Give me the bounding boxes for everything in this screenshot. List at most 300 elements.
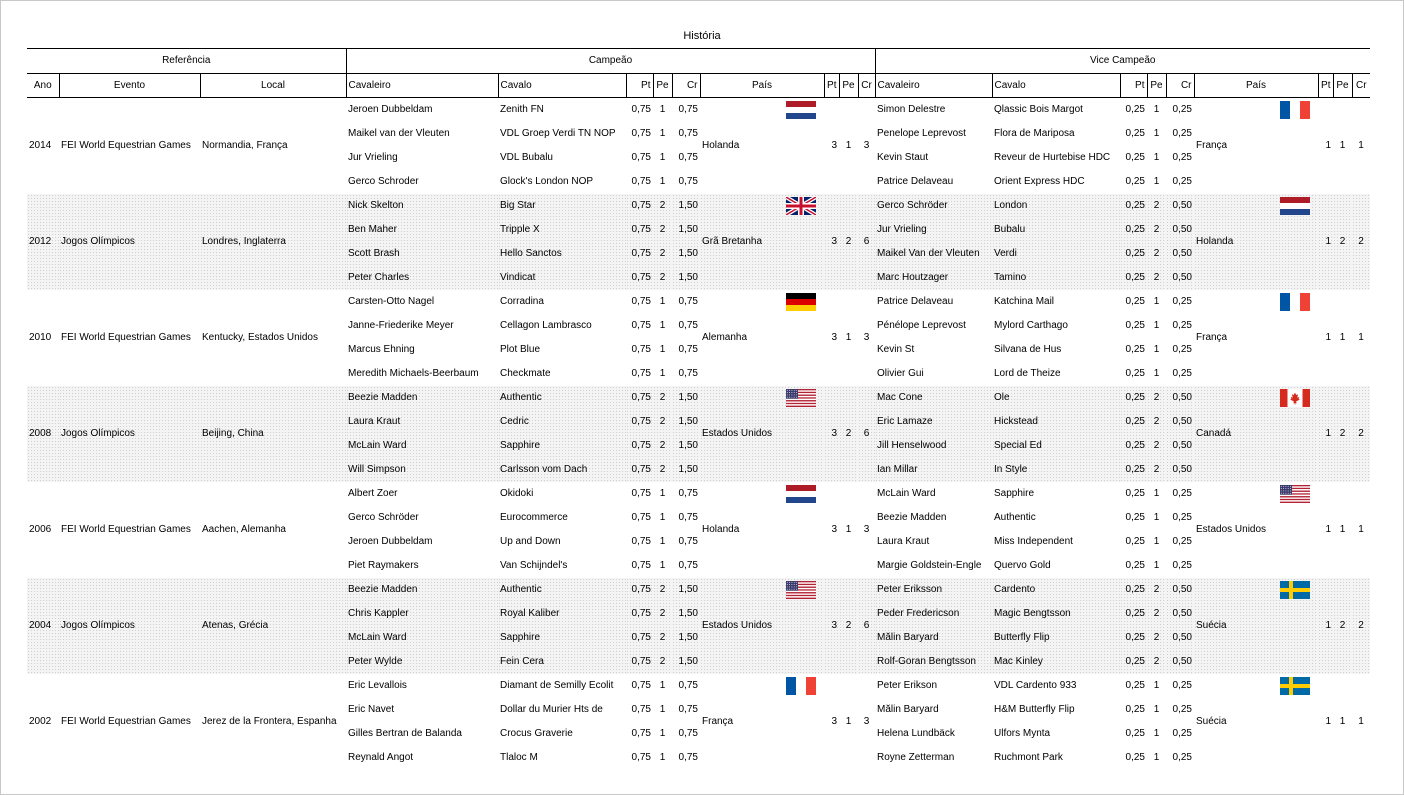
vice-rider-name: Jill Henselwood: [875, 434, 992, 458]
vice-rider-name: Peter Eriksson: [875, 578, 992, 602]
netherlands-flag-icon: [786, 101, 816, 119]
table-row: [27, 290, 1370, 314]
event-cell: Jogos Olímpicos: [59, 386, 200, 482]
vice-rider-cr: 0,25: [1172, 344, 1192, 355]
champ-horse-name: Tlaloc M: [500, 752, 538, 763]
champ-team-pe: 1: [845, 332, 852, 343]
champ-rider-name: Nick Skelton: [346, 194, 498, 218]
vice-rider-pt: 0,25: [1120, 602, 1147, 626]
year-group: [27, 290, 1370, 386]
champ-rider-pe: 2: [653, 602, 672, 626]
vice-rider-name: Helena Lundbäck: [877, 728, 955, 739]
vice-horse-name: Mylord Carthago: [994, 320, 1068, 331]
vice-rider-pt: 0,25: [1125, 152, 1145, 163]
champ-team-cr: 3: [863, 140, 870, 151]
vice-rider-name: Olivier Gui: [877, 368, 924, 379]
event-cell: FEI World Equestrian Games: [61, 140, 191, 151]
champ-horse-name: Sapphire: [498, 626, 626, 650]
champ-rider-name: Gerco Schröder: [348, 512, 419, 523]
vice-rider-pt: 0,25: [1120, 578, 1147, 602]
vice-rider-cr: 0,25: [1172, 728, 1192, 739]
vice-rider-pt: 0,25: [1120, 434, 1147, 458]
vice-rider-pt: 0,25: [1120, 626, 1147, 650]
vice-country-cell: [1194, 578, 1318, 674]
champ-rider-pt: 0,75: [626, 218, 653, 242]
champ-team-pt: 3: [831, 332, 837, 343]
vice-rider-cr: 0,25: [1172, 368, 1192, 379]
champ-rider-name: Jeroen Dubbeldam: [348, 104, 433, 115]
vice-rider-pt: 0,25: [1125, 368, 1145, 379]
champ-rider-pt: 0,75: [631, 296, 651, 307]
vice-rider-name: Rolf-Goran Bengtsson: [875, 650, 992, 674]
vice-rider-cr: 0,50: [1166, 434, 1194, 458]
vice-team-cr: 1: [1358, 524, 1364, 535]
champ-rider-cr: 0,75: [678, 728, 698, 739]
champ-country-cell: [700, 290, 824, 386]
champ-rider-pt: 0,75: [631, 368, 651, 379]
table-row: [27, 578, 1370, 602]
vice-rider-cr: 0,50: [1166, 386, 1194, 410]
champ-team-pe: 1: [845, 716, 852, 727]
champ-rider-pe: 1: [659, 152, 666, 163]
champ-rider-pe: 2: [653, 434, 672, 458]
champ-horse-name: Fein Cera: [498, 650, 626, 674]
event-cell: Jogos Olímpicos: [59, 578, 200, 674]
vice-horse-name: Silvana de Hus: [994, 344, 1062, 355]
champ-country-name: Alemanha: [702, 332, 748, 343]
vice-horse-name: Bubalu: [992, 218, 1120, 242]
vice-team-pe: 1: [1339, 332, 1346, 343]
champ-rider-name: Ben Maher: [346, 218, 498, 242]
champ-country-cell: [700, 482, 824, 578]
vice-rider-cr: 0,50: [1166, 218, 1194, 242]
event-cell: FEI World Equestrian Games: [61, 716, 191, 727]
vice-rider-cr: 0,25: [1172, 560, 1192, 571]
champ-rider-name: Gilles Bertran de Balanda: [348, 728, 462, 739]
champ-rider-name: Eric Navet: [348, 704, 395, 715]
vice-rider-pt: 0,25: [1125, 344, 1145, 355]
champ-team-cr: 3: [863, 716, 870, 727]
champ-rider-pe: 1: [659, 728, 666, 739]
vice-rider-pt: 0,25: [1120, 410, 1147, 434]
netherlands-flag-icon: [786, 485, 816, 503]
vice-country-cell: [1194, 482, 1318, 578]
champ-rider-cr: 0,75: [678, 320, 698, 331]
vice-horse-name: Ole: [992, 386, 1120, 410]
vice-country-name: Suécia: [1196, 620, 1227, 631]
vice-horse-name: VDL Cardento 933: [994, 680, 1077, 691]
vice-rider-name: Marc Houtzager: [875, 266, 992, 290]
vice-horse-name: London: [992, 194, 1120, 218]
champ-rider-name: Jeroen Dubbeldam: [348, 536, 433, 547]
champ-rider-pe: 1: [659, 536, 666, 547]
champ-horse-name: Zenith FN: [500, 104, 544, 115]
champ-horse-name: Vindicat: [498, 266, 626, 290]
champ-rider-name: Maikel van der Vleuten: [348, 128, 450, 139]
location-cell: Aachen, Alemanha: [202, 524, 286, 535]
champ-rider-pt: 0,75: [626, 626, 653, 650]
vice-rider-name: Kevin Staut: [877, 152, 929, 163]
vice-horse-name: Magic Bengtsson: [992, 602, 1120, 626]
vice-rider-name: Maikel Van der Vleuten: [875, 242, 992, 266]
champ-team-cr: 6: [858, 194, 875, 290]
vice-rider-cr: 0,25: [1172, 104, 1192, 115]
champ-rider-cr: 0,75: [678, 560, 698, 571]
year-group: [27, 98, 1370, 195]
champ-rider-pe: 1: [659, 344, 666, 355]
champ-horse-name: Crocus Graverie: [500, 728, 573, 739]
vice-rider-pe: 1: [1153, 512, 1160, 523]
vice-rider-pt: 0,25: [1125, 488, 1145, 499]
vice-rider-pt: 0,25: [1125, 176, 1145, 187]
vice-rider-pe: 2: [1147, 650, 1166, 674]
vice-rider-pe: 2: [1147, 266, 1166, 290]
vice-rider-name: Eric Lamaze: [875, 410, 992, 434]
champ-rider-cr: 0,75: [678, 512, 698, 523]
vice-rider-pt: 0,25: [1125, 296, 1145, 307]
vice-rider-pe: 1: [1153, 128, 1160, 139]
vice-horse-name: Ruchmont Park: [994, 752, 1063, 763]
vice-rider-cr: 0,25: [1172, 488, 1192, 499]
champ-rider-pe: 1: [659, 680, 666, 691]
year-cell: 2008: [27, 386, 59, 482]
germany-flag-icon: [786, 293, 816, 311]
vice-rider-pt: 0,25: [1120, 458, 1147, 482]
year-cell: 2002: [29, 716, 52, 727]
usa-flag-icon: [1280, 485, 1310, 503]
champ-rider-pt: 0,75: [631, 128, 651, 139]
vice-horse-name: H&M Butterfly Flip: [994, 704, 1075, 715]
header-champ-pt: Pt: [626, 74, 653, 98]
champ-rider-pe: 2: [653, 458, 672, 482]
champ-team-pt: 3: [831, 716, 837, 727]
vice-team-pe: 2: [1333, 194, 1352, 290]
vice-rider-name: Peder Fredericson: [875, 602, 992, 626]
vice-rider-pe: 1: [1153, 176, 1160, 187]
vice-rider-pe: 1: [1153, 704, 1160, 715]
vice-team-pt: 1: [1325, 524, 1331, 535]
champ-rider-cr: 0,75: [678, 176, 698, 187]
vice-rider-cr: 0,25: [1172, 512, 1192, 523]
event-cell: FEI World Equestrian Games: [61, 524, 191, 535]
champ-rider-pe: 1: [659, 752, 666, 763]
vice-rider-name: Beezie Madden: [877, 512, 947, 523]
history-table: [27, 48, 1370, 770]
champ-rider-pt: 0,75: [631, 320, 651, 331]
vice-rider-pe: 2: [1147, 434, 1166, 458]
champ-rider-name: Scott Brash: [346, 242, 498, 266]
champ-rider-cr: 0,75: [678, 488, 698, 499]
champ-country-name: França: [702, 716, 734, 727]
champ-rider-pt: 0,75: [626, 458, 653, 482]
champ-rider-name: Eric Levallois: [348, 680, 407, 691]
champ-horse-name: Big Star: [498, 194, 626, 218]
vice-country-cell: [1194, 386, 1318, 482]
great-britain-flag-icon: [786, 197, 816, 215]
vice-rider-cr: 0,25: [1172, 752, 1192, 763]
champ-horse-name: Cedric: [498, 410, 626, 434]
champ-rider-pe: 2: [653, 242, 672, 266]
table-row: [27, 194, 1370, 218]
champ-rider-pe: 2: [653, 194, 672, 218]
vice-rider-pe: 1: [1153, 344, 1160, 355]
champ-rider-name: Piet Raymakers: [348, 560, 419, 571]
vice-team-pt: 1: [1325, 140, 1331, 151]
vice-rider-pe: 1: [1153, 368, 1160, 379]
champ-rider-pt: 0,75: [631, 176, 651, 187]
champ-rider-pt: 0,75: [626, 386, 653, 410]
vice-rider-name: Mălin Baryard: [875, 626, 992, 650]
champ-horse-name: Hello Sanctos: [498, 242, 626, 266]
champ-team-cr: 3: [863, 524, 870, 535]
vice-rider-pe: 1: [1153, 536, 1160, 547]
champ-rider-name: Jur Vrieling: [348, 152, 398, 163]
vice-rider-cr: 0,50: [1166, 194, 1194, 218]
vice-team-pt: 1: [1318, 194, 1333, 290]
champ-rider-cr: 0,75: [678, 128, 698, 139]
vice-horse-name: Special Ed: [992, 434, 1120, 458]
champ-rider-pe: 1: [659, 560, 666, 571]
champ-country-name: Holanda: [702, 524, 740, 535]
location-cell: Londres, Inglaterra: [200, 194, 346, 290]
vice-team-pe: 2: [1333, 386, 1352, 482]
vice-rider-pt: 0,25: [1125, 320, 1145, 331]
group-campeao: Campeão: [346, 49, 875, 74]
champ-country-name: Grã Bretanha: [702, 236, 763, 247]
champ-rider-cr: 1,50: [672, 626, 700, 650]
vice-rider-cr: 0,25: [1172, 680, 1192, 691]
champ-country-cell: [700, 194, 824, 290]
champ-rider-pt: 0,75: [631, 512, 651, 523]
champ-rider-pe: 2: [653, 386, 672, 410]
vice-rider-pe: 2: [1147, 602, 1166, 626]
champ-country-cell: [700, 578, 824, 674]
champ-horse-name: Sapphire: [498, 434, 626, 458]
vice-country-name: Suécia: [1196, 716, 1227, 727]
france-flag-icon: [1280, 293, 1310, 311]
champ-rider-pt: 0,75: [626, 578, 653, 602]
year-cell: 2006: [29, 524, 52, 535]
vice-horse-name: Reveur de Hurtebise HDC: [994, 152, 1111, 163]
france-flag-icon: [786, 677, 816, 695]
vice-rider-pt: 0,25: [1120, 650, 1147, 674]
champ-rider-name: Marcus Ehning: [348, 344, 415, 355]
location-cell: Kentucky, Estados Unidos: [202, 332, 318, 343]
vice-rider-pe: 2: [1147, 194, 1166, 218]
champ-team-pt: 3: [824, 578, 839, 674]
champ-team-cr: 6: [858, 578, 875, 674]
vice-rider-name: Ian Millar: [875, 458, 992, 482]
champ-team-pt: 3: [831, 140, 837, 151]
location-cell: Normandia, França: [202, 140, 288, 151]
vice-team-cr: 2: [1352, 386, 1370, 482]
vice-rider-name: Patrice Delaveau: [877, 296, 954, 307]
vice-rider-pe: 1: [1153, 728, 1160, 739]
vice-team-pe: 1: [1339, 140, 1346, 151]
year-group: [27, 482, 1370, 578]
header-vice-team-pt: Pt: [1318, 74, 1333, 98]
vice-rider-name: McLain Ward: [877, 488, 936, 499]
vice-rider-pt: 0,25: [1125, 728, 1145, 739]
vice-rider-pe: 2: [1147, 242, 1166, 266]
champ-rider-cr: 0,75: [678, 704, 698, 715]
champ-rider-pe: 2: [653, 650, 672, 674]
champ-rider-pt: 0,75: [626, 266, 653, 290]
vice-rider-pt: 0,25: [1125, 752, 1145, 763]
vice-team-pt: 1: [1325, 716, 1331, 727]
vice-horse-name: Authentic: [994, 512, 1036, 523]
champ-rider-pe: 2: [653, 578, 672, 602]
vice-rider-pe: 1: [1153, 560, 1160, 571]
champ-rider-cr: 0,75: [678, 752, 698, 763]
champ-horse-name: Checkmate: [500, 368, 551, 379]
vice-horse-name: Lord de Theize: [994, 368, 1061, 379]
usa-flag-icon: [786, 389, 816, 407]
header-vice-cavaleiro: Cavaleiro: [875, 74, 992, 98]
vice-team-cr: 1: [1358, 716, 1364, 727]
champ-rider-pt: 0,75: [631, 104, 651, 115]
champ-rider-name: McLain Ward: [346, 434, 498, 458]
vice-rider-name: Kevin St: [877, 344, 915, 355]
vice-country-cell: [1194, 194, 1318, 290]
header-champ-cavaleiro: Cavaleiro: [346, 74, 498, 98]
vice-horse-name: Quervo Gold: [994, 560, 1051, 571]
header-evento: Evento: [59, 74, 200, 98]
champ-rider-cr: 1,50: [672, 410, 700, 434]
champ-rider-name: Beezie Madden: [346, 386, 498, 410]
vice-country-name: França: [1196, 332, 1228, 343]
vice-team-pt: 1: [1325, 332, 1331, 343]
vice-rider-cr: 0,25: [1172, 536, 1192, 547]
year-cell: 2012: [27, 194, 59, 290]
header-vice-cr: Cr: [1166, 74, 1194, 98]
vice-horse-name: Flora de Mariposa: [994, 128, 1075, 139]
vice-rider-pt: 0,25: [1125, 128, 1145, 139]
vice-horse-name: Sapphire: [994, 488, 1035, 499]
champ-rider-pe: 1: [659, 176, 666, 187]
vice-rider-pt: 0,25: [1120, 194, 1147, 218]
champ-team-pe: 2: [839, 194, 858, 290]
champ-horse-name: Glock's London NOP: [500, 176, 594, 187]
vice-country-cell: [1194, 98, 1318, 195]
champ-rider-cr: 1,50: [672, 218, 700, 242]
vice-horse-name: Mac Kinley: [992, 650, 1120, 674]
vice-team-cr: 2: [1352, 194, 1370, 290]
champ-team-pt: 3: [831, 524, 837, 535]
champ-country-name: Holanda: [702, 140, 740, 151]
vice-rider-cr: 0,50: [1166, 410, 1194, 434]
champ-horse-name: VDL Groep Verdi TN NOP: [500, 128, 616, 139]
vice-horse-name: Qlassic Bois Margot: [994, 104, 1083, 115]
vice-rider-name: Penelope Leprevost: [877, 128, 966, 139]
champ-horse-name: Okidoki: [500, 488, 534, 499]
header-vice-team-cr: Cr: [1352, 74, 1370, 98]
table-row: [27, 386, 1370, 410]
vice-rider-pe: 2: [1147, 410, 1166, 434]
champ-rider-cr: 1,50: [672, 242, 700, 266]
year-group: [27, 578, 1370, 674]
vice-rider-name: Pénélope Leprevost: [877, 320, 966, 331]
vice-rider-cr: 0,50: [1166, 602, 1194, 626]
champ-rider-name: McLain Ward: [346, 626, 498, 650]
champ-rider-name: Albert Zoer: [348, 488, 398, 499]
vice-rider-pt: 0,25: [1125, 536, 1145, 547]
champ-rider-pe: 1: [659, 104, 666, 115]
vice-rider-cr: 0,25: [1172, 296, 1192, 307]
vice-rider-name: Margie Goldstein-Engle: [877, 560, 982, 571]
champ-rider-cr: 1,50: [672, 578, 700, 602]
vice-rider-pt: 0,25: [1125, 560, 1145, 571]
champ-horse-name: VDL Bubalu: [500, 152, 553, 163]
champ-team-pe: 2: [839, 578, 858, 674]
vice-rider-pt: 0,25: [1125, 680, 1145, 691]
header-champ-pe: Pe: [653, 74, 672, 98]
vice-team-cr: 1: [1358, 332, 1364, 343]
champ-rider-name: Beezie Madden: [346, 578, 498, 602]
vice-country-name: Holanda: [1196, 236, 1234, 247]
header-champ-cavalo: Cavalo: [498, 74, 626, 98]
champ-rider-cr: 1,50: [672, 194, 700, 218]
vice-rider-name: Royne Zetterman: [877, 752, 955, 763]
champ-rider-cr: 0,75: [678, 152, 698, 163]
vice-rider-cr: 0,50: [1166, 458, 1194, 482]
vice-rider-pe: 1: [1153, 296, 1160, 307]
champ-rider-cr: 0,75: [678, 680, 698, 691]
champ-horse-name: Up and Down: [500, 536, 561, 547]
champ-rider-cr: 0,75: [678, 344, 698, 355]
vice-rider-pe: 1: [1153, 104, 1160, 115]
champ-rider-name: Peter Charles: [346, 266, 498, 290]
vice-rider-name: Mac Cone: [875, 386, 992, 410]
vice-team-pe: 1: [1339, 524, 1346, 535]
champ-rider-pe: 1: [659, 512, 666, 523]
champ-rider-cr: 0,75: [678, 368, 698, 379]
champ-rider-pt: 0,75: [631, 344, 651, 355]
champ-horse-name: Eurocommerce: [500, 512, 568, 523]
vice-rider-cr: 0,25: [1172, 152, 1192, 163]
header-local: Local: [200, 74, 346, 98]
champ-rider-pt: 0,75: [631, 536, 651, 547]
vice-rider-pe: 2: [1147, 386, 1166, 410]
vice-team-cr: 2: [1352, 578, 1370, 674]
champ-country-cell: [700, 386, 824, 482]
champ-rider-name: Meredith Michaels-Beerbaum: [348, 368, 479, 379]
champ-rider-cr: 1,50: [672, 266, 700, 290]
vice-rider-pe: 2: [1147, 626, 1166, 650]
champ-rider-pt: 0,75: [626, 194, 653, 218]
champ-country-cell: [700, 674, 824, 770]
vice-rider-cr: 0,50: [1166, 266, 1194, 290]
champ-rider-name: Reynald Angot: [348, 752, 414, 763]
event-cell: FEI World Equestrian Games: [61, 332, 191, 343]
table-row: [27, 482, 1370, 506]
vice-rider-pt: 0,25: [1120, 242, 1147, 266]
vice-country-cell: [1194, 674, 1318, 770]
champ-rider-pe: 2: [653, 218, 672, 242]
table-row: [27, 674, 1370, 698]
sweden-flag-icon: [1280, 677, 1310, 695]
vice-horse-name: Katchina Mail: [994, 296, 1055, 307]
header-vice-pais: País: [1194, 74, 1318, 98]
vice-rider-pe: 2: [1147, 218, 1166, 242]
header-vice-team-pe: Pe: [1333, 74, 1352, 98]
champ-country-name: Estados Unidos: [702, 428, 773, 439]
vice-horse-name: Verdi: [992, 242, 1120, 266]
header-vice-cavalo: Cavalo: [992, 74, 1120, 98]
vice-country-name: Estados Unidos: [1196, 524, 1267, 535]
vice-rider-cr: 0,25: [1172, 176, 1192, 187]
champ-rider-cr: 1,50: [672, 434, 700, 458]
